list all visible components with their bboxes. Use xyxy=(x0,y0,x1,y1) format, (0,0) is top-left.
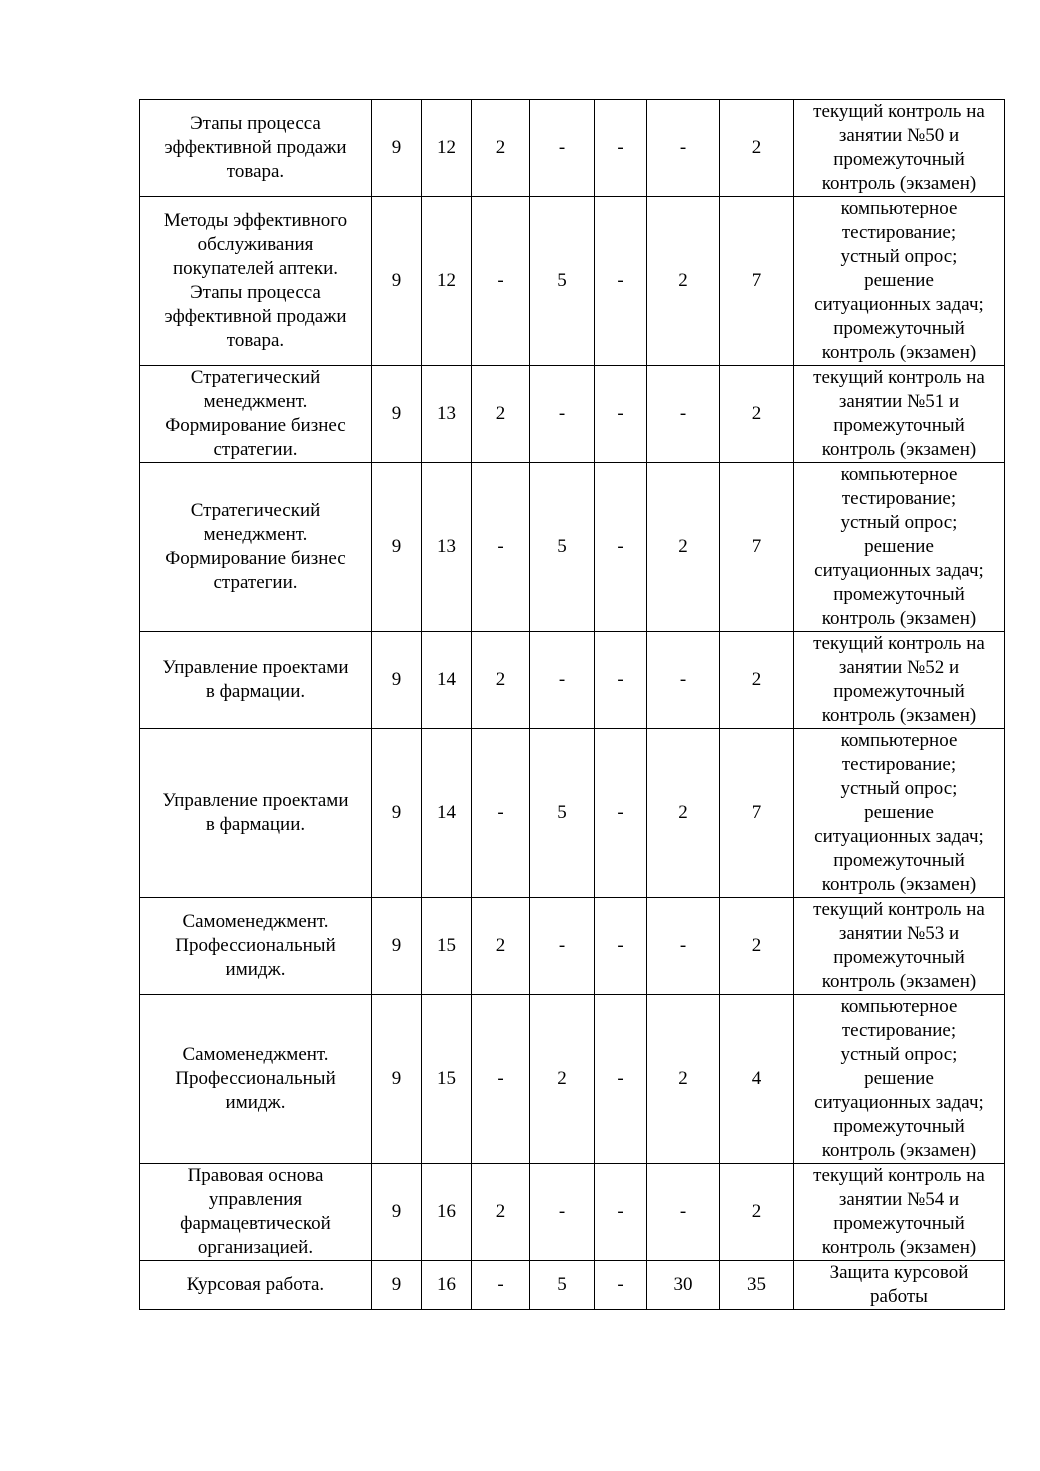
practice-hours-cell-text: 5 xyxy=(557,536,567,557)
practice-hours-cell xyxy=(530,100,595,197)
semester-cell-text: 9 xyxy=(391,1068,402,1089)
week-cell xyxy=(422,1261,472,1310)
total-hours-cell xyxy=(720,898,794,995)
schedule-table xyxy=(139,99,1005,1310)
topic-cell xyxy=(140,463,372,632)
semester-cell xyxy=(372,100,422,197)
table-row xyxy=(140,197,1005,366)
practice-hours-cell-text: 2 xyxy=(557,1068,567,1089)
week-cell-text: 13 xyxy=(437,403,456,424)
week-cell xyxy=(422,100,472,197)
control-form-cell xyxy=(794,1164,1005,1261)
total-hours-cell xyxy=(720,197,794,366)
practice-hours-cell xyxy=(530,898,595,995)
semester-cell xyxy=(372,995,422,1164)
lab-hours-cell-text: - xyxy=(617,802,624,823)
self-study-hours-cell-text: - xyxy=(679,137,687,158)
topic-cell-text: Правовая основа управления фармацевтической организацией. xyxy=(180,1165,331,1258)
lab-hours-cell xyxy=(595,1261,647,1310)
control-form-cell xyxy=(794,729,1005,898)
topic-cell xyxy=(140,366,372,463)
self-study-hours-cell-text: - xyxy=(679,669,687,690)
practice-hours-cell-text: 5 xyxy=(557,802,567,823)
total-hours-cell-text: 2 xyxy=(751,935,762,956)
week-cell xyxy=(422,197,472,366)
semester-cell-text: 9 xyxy=(391,137,402,158)
lab-hours-cell-text: - xyxy=(617,1201,624,1222)
table-row xyxy=(140,729,1005,898)
topic-cell-text: Этапы процесса эффективной продажи товара. xyxy=(164,113,347,182)
semester-cell-text: 9 xyxy=(391,1201,402,1222)
practice-hours-cell-text: 5 xyxy=(557,270,567,291)
semester-cell xyxy=(372,366,422,463)
week-cell-text: 12 xyxy=(437,137,456,158)
lecture-hours-cell-text: 2 xyxy=(495,669,506,690)
self-study-hours-cell xyxy=(647,632,720,729)
total-hours-cell xyxy=(720,100,794,197)
topic-cell xyxy=(140,729,372,898)
control-form-cell-text: компьютерное тестирование; устный опрос; решение ситуационных задач; промежуточный контроль (экзамен) xyxy=(814,198,984,363)
topic-cell-text: Управление проектами в фармации. xyxy=(162,657,349,702)
lecture-hours-cell-text: - xyxy=(497,536,504,557)
week-cell xyxy=(422,366,472,463)
self-study-hours-cell xyxy=(647,898,720,995)
control-form-cell xyxy=(794,197,1005,366)
lab-hours-cell xyxy=(595,463,647,632)
topic-cell-text: Стратегический менеджмент. Формирование бизнес стратегии. xyxy=(165,500,346,593)
practice-hours-cell xyxy=(530,1164,595,1261)
lecture-hours-cell xyxy=(472,995,530,1164)
lecture-hours-cell xyxy=(472,463,530,632)
total-hours-cell xyxy=(720,366,794,463)
lecture-hours-cell-text: - xyxy=(497,1274,504,1295)
topic-cell xyxy=(140,1164,372,1261)
control-form-cell-text: текущий контроль на занятии №53 и промежуточный контроль (экзамен) xyxy=(813,899,985,992)
total-hours-cell-text: 2 xyxy=(751,403,762,424)
total-hours-cell xyxy=(720,729,794,898)
week-cell-text: 16 xyxy=(437,1274,456,1295)
semester-cell-text: 9 xyxy=(391,1274,402,1295)
topic-cell-text: Методы эффективного обслуживания покупателей аптеки. Этапы процесса эффективной продажи товара. xyxy=(163,210,348,351)
control-form-cell xyxy=(794,1261,1005,1310)
week-cell-text: 14 xyxy=(437,802,456,823)
table-row xyxy=(140,1164,1005,1261)
practice-hours-cell xyxy=(530,632,595,729)
lab-hours-cell-text: - xyxy=(617,935,624,956)
week-cell-text: 14 xyxy=(437,669,456,690)
self-study-hours-cell-text: 2 xyxy=(678,802,688,823)
self-study-hours-cell xyxy=(647,995,720,1164)
week-cell-text: 15 xyxy=(437,1068,456,1089)
week-cell xyxy=(422,632,472,729)
total-hours-cell xyxy=(720,463,794,632)
week-cell xyxy=(422,1164,472,1261)
topic-cell xyxy=(140,100,372,197)
lecture-hours-cell-text: - xyxy=(497,802,504,823)
topic-cell xyxy=(140,1261,372,1310)
self-study-hours-cell-text: - xyxy=(679,1201,687,1222)
control-form-cell-text: текущий контроль на занятии №51 и промежуточный контроль (экзамен) xyxy=(813,367,985,460)
semester-cell-text: 9 xyxy=(391,403,402,424)
lecture-hours-cell xyxy=(472,197,530,366)
semester-cell xyxy=(372,1261,422,1310)
control-form-cell xyxy=(794,632,1005,729)
semester-cell-text: 9 xyxy=(391,669,402,690)
control-form-cell xyxy=(794,366,1005,463)
practice-hours-cell xyxy=(530,995,595,1164)
self-study-hours-cell-text: 2 xyxy=(678,536,688,557)
table-row xyxy=(140,995,1005,1164)
lecture-hours-cell xyxy=(472,1261,530,1310)
control-form-cell-text: текущий контроль на занятии №54 и промежуточный контроль (экзамен) xyxy=(813,1165,985,1258)
lab-hours-cell xyxy=(595,729,647,898)
control-form-cell-text: компьютерное тестирование; устный опрос; решение ситуационных задач; промежуточный контроль (экзамен) xyxy=(814,464,984,629)
self-study-hours-cell xyxy=(647,197,720,366)
lab-hours-cell-text: - xyxy=(617,137,624,158)
semester-cell xyxy=(372,632,422,729)
self-study-hours-cell xyxy=(647,729,720,898)
week-cell-text: 16 xyxy=(437,1201,456,1222)
topic-cell xyxy=(140,197,372,366)
self-study-hours-cell xyxy=(647,366,720,463)
practice-hours-cell xyxy=(530,197,595,366)
total-hours-cell-text: 7 xyxy=(751,270,762,291)
total-hours-cell-text: 7 xyxy=(751,536,762,557)
practice-hours-cell xyxy=(530,729,595,898)
lab-hours-cell-text: - xyxy=(617,669,624,690)
practice-hours-cell-text: - xyxy=(558,1201,566,1222)
total-hours-cell xyxy=(720,632,794,729)
control-form-cell-text: текущий контроль на занятии №52 и промежуточный контроль (экзамен) xyxy=(813,633,985,726)
lab-hours-cell-text: - xyxy=(617,403,624,424)
semester-cell-text: 9 xyxy=(391,536,402,557)
week-cell-text: 13 xyxy=(437,536,456,557)
control-form-cell-text: компьютерное тестирование; устный опрос; решение ситуационных задач; промежуточный контроль (экзамен) xyxy=(814,996,984,1161)
semester-cell xyxy=(372,729,422,898)
semester-cell-text: 9 xyxy=(391,935,402,956)
topic-cell-text: Курсовая работа. xyxy=(186,1274,325,1295)
total-hours-cell-text: 2 xyxy=(751,669,762,690)
lecture-hours-cell-text: 2 xyxy=(495,137,506,158)
table-row xyxy=(140,100,1005,197)
control-form-cell xyxy=(794,463,1005,632)
practice-hours-cell xyxy=(530,463,595,632)
control-form-cell-text: Защита курсовой работы xyxy=(829,1262,969,1307)
self-study-hours-cell xyxy=(647,100,720,197)
control-form-cell xyxy=(794,995,1005,1164)
lab-hours-cell xyxy=(595,995,647,1164)
table-row xyxy=(140,1261,1005,1310)
topic-cell-text: Стратегический менеджмент. Формирование бизнес стратегии. xyxy=(165,367,346,460)
self-study-hours-cell xyxy=(647,1164,720,1261)
self-study-hours-cell xyxy=(647,1261,720,1310)
lab-hours-cell-text: - xyxy=(617,270,624,291)
topic-cell-text: Управление проектами в фармации. xyxy=(162,790,349,835)
week-cell-text: 15 xyxy=(437,935,456,956)
total-hours-cell-text: 2 xyxy=(751,137,762,158)
topic-cell xyxy=(140,995,372,1164)
lecture-hours-cell xyxy=(472,100,530,197)
total-hours-cell-text: 35 xyxy=(747,1274,766,1295)
semester-cell xyxy=(372,197,422,366)
self-study-hours-cell-text: 30 xyxy=(673,1274,693,1295)
self-study-hours-cell xyxy=(647,463,720,632)
self-study-hours-cell-text: - xyxy=(679,403,687,424)
week-cell xyxy=(422,898,472,995)
lecture-hours-cell-text: - xyxy=(497,270,504,291)
total-hours-cell xyxy=(720,995,794,1164)
lecture-hours-cell-text: 2 xyxy=(495,403,506,424)
topic-cell xyxy=(140,898,372,995)
lab-hours-cell-text: - xyxy=(617,1068,624,1089)
topic-cell-text: Самоменеджмент. Профессиональный имидж. xyxy=(175,911,336,980)
control-form-cell xyxy=(794,100,1005,197)
lecture-hours-cell-text: 2 xyxy=(495,935,506,956)
week-cell xyxy=(422,463,472,632)
practice-hours-cell xyxy=(530,366,595,463)
semester-cell-text: 9 xyxy=(391,802,402,823)
self-study-hours-cell-text: 2 xyxy=(678,1068,688,1089)
total-hours-cell xyxy=(720,1164,794,1261)
lab-hours-cell xyxy=(595,100,647,197)
self-study-hours-cell-text: - xyxy=(679,935,687,956)
lecture-hours-cell-text: 2 xyxy=(495,1201,506,1222)
lab-hours-cell-text: - xyxy=(617,536,624,557)
control-form-cell-text: компьютерное тестирование; устный опрос; решение ситуационных задач; промежуточный контроль (экзамен) xyxy=(814,730,984,895)
table-row xyxy=(140,632,1005,729)
practice-hours-cell-text: - xyxy=(558,669,566,690)
semester-cell xyxy=(372,463,422,632)
control-form-cell-text: текущий контроль на занятии №50 и промежуточный контроль (экзамен) xyxy=(813,101,985,194)
table-body xyxy=(140,100,1005,1310)
table-row xyxy=(140,898,1005,995)
lab-hours-cell xyxy=(595,632,647,729)
total-hours-cell-text: 7 xyxy=(751,802,762,823)
topic-cell-text: Самоменеджмент. Профессиональный имидж. xyxy=(175,1044,336,1113)
lecture-hours-cell xyxy=(472,366,530,463)
total-hours-cell-text: 2 xyxy=(751,1201,762,1222)
table-row xyxy=(140,366,1005,463)
semester-cell-text: 9 xyxy=(391,270,402,291)
semester-cell xyxy=(372,1164,422,1261)
week-cell xyxy=(422,729,472,898)
practice-hours-cell-text: - xyxy=(558,403,566,424)
practice-hours-cell-text: 5 xyxy=(557,1274,567,1295)
lecture-hours-cell xyxy=(472,1164,530,1261)
lab-hours-cell xyxy=(595,366,647,463)
week-cell-text: 12 xyxy=(437,270,456,291)
lab-hours-cell xyxy=(595,197,647,366)
lecture-hours-cell xyxy=(472,898,530,995)
lecture-hours-cell xyxy=(472,729,530,898)
lecture-hours-cell-text: - xyxy=(497,1068,504,1089)
total-hours-cell xyxy=(720,1261,794,1310)
week-cell xyxy=(422,995,472,1164)
lecture-hours-cell xyxy=(472,632,530,729)
practice-hours-cell xyxy=(530,1261,595,1310)
table-row xyxy=(140,463,1005,632)
lab-hours-cell xyxy=(595,1164,647,1261)
lab-hours-cell xyxy=(595,898,647,995)
lab-hours-cell-text: - xyxy=(617,1274,624,1295)
self-study-hours-cell-text: 2 xyxy=(678,270,688,291)
semester-cell xyxy=(372,898,422,995)
topic-cell xyxy=(140,632,372,729)
total-hours-cell-text: 4 xyxy=(751,1068,762,1089)
practice-hours-cell-text: - xyxy=(558,935,566,956)
control-form-cell xyxy=(794,898,1005,995)
practice-hours-cell-text: - xyxy=(558,137,566,158)
